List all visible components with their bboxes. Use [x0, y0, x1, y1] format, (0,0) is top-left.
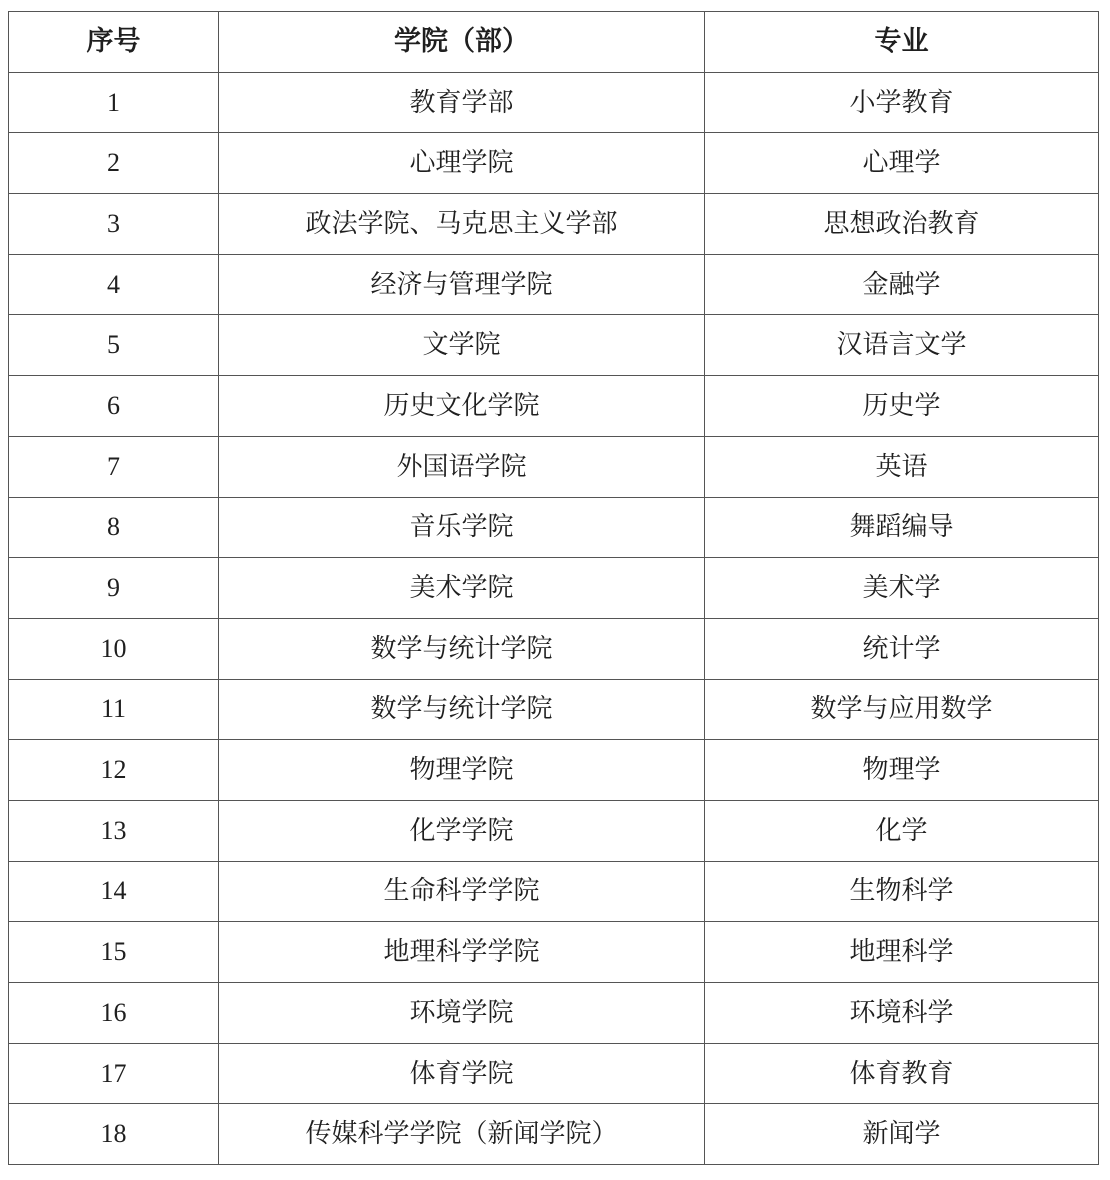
majors-table-container	[8, 11, 1098, 1165]
cell-college: 化学学院	[219, 800, 705, 861]
cell-major: 物理学	[705, 740, 1099, 801]
cell-major: 汉语言文学	[705, 315, 1099, 376]
cell-college: 政法学院、马克思主义学部	[219, 194, 705, 255]
cell-college: 传媒科学学院（新闻学院）	[219, 1104, 705, 1165]
cell-major: 英语	[705, 436, 1099, 497]
cell-index: 5	[9, 315, 219, 376]
table-row	[9, 376, 1099, 437]
table-row	[9, 1104, 1099, 1165]
cell-index: 16	[9, 983, 219, 1044]
cell-major: 金融学	[705, 254, 1099, 315]
cell-college: 数学与统计学院	[219, 679, 705, 740]
cell-index: 6	[9, 376, 219, 437]
table-row	[9, 679, 1099, 740]
cell-index: 1	[9, 72, 219, 133]
cell-major: 地理科学	[705, 922, 1099, 983]
cell-college: 教育学部	[219, 72, 705, 133]
table-row	[9, 72, 1099, 133]
cell-college: 音乐学院	[219, 497, 705, 558]
header-index: 序号	[9, 12, 219, 73]
table-row	[9, 618, 1099, 679]
cell-college: 地理科学学院	[219, 922, 705, 983]
cell-college: 数学与统计学院	[219, 618, 705, 679]
cell-index: 2	[9, 133, 219, 194]
cell-major: 心理学	[705, 133, 1099, 194]
table-row	[9, 922, 1099, 983]
cell-major: 化学	[705, 800, 1099, 861]
cell-index: 17	[9, 1043, 219, 1104]
cell-college: 体育学院	[219, 1043, 705, 1104]
table-row	[9, 497, 1099, 558]
table-row	[9, 254, 1099, 315]
cell-college: 美术学院	[219, 558, 705, 619]
table-row	[9, 133, 1099, 194]
cell-index: 7	[9, 436, 219, 497]
cell-index: 15	[9, 922, 219, 983]
cell-major: 历史学	[705, 376, 1099, 437]
cell-major: 思想政治教育	[705, 194, 1099, 255]
table-row	[9, 983, 1099, 1044]
cell-college: 物理学院	[219, 740, 705, 801]
cell-major: 美术学	[705, 558, 1099, 619]
cell-index: 13	[9, 800, 219, 861]
cell-college: 文学院	[219, 315, 705, 376]
cell-college: 环境学院	[219, 983, 705, 1044]
cell-index: 18	[9, 1104, 219, 1165]
cell-college: 生命科学学院	[219, 861, 705, 922]
table-row	[9, 315, 1099, 376]
cell-college: 经济与管理学院	[219, 254, 705, 315]
cell-college: 心理学院	[219, 133, 705, 194]
cell-major: 新闻学	[705, 1104, 1099, 1165]
table-row	[9, 194, 1099, 255]
table-row	[9, 861, 1099, 922]
header-major: 专业	[705, 12, 1099, 73]
cell-major: 环境科学	[705, 983, 1099, 1044]
cell-index: 14	[9, 861, 219, 922]
cell-index: 12	[9, 740, 219, 801]
table-row	[9, 436, 1099, 497]
cell-index: 10	[9, 618, 219, 679]
table-body	[9, 72, 1099, 1164]
cell-major: 统计学	[705, 618, 1099, 679]
cell-major: 体育教育	[705, 1043, 1099, 1104]
table-row	[9, 740, 1099, 801]
table-row	[9, 800, 1099, 861]
cell-index: 11	[9, 679, 219, 740]
cell-major: 数学与应用数学	[705, 679, 1099, 740]
cell-major: 小学教育	[705, 72, 1099, 133]
cell-college: 历史文化学院	[219, 376, 705, 437]
cell-college: 外国语学院	[219, 436, 705, 497]
cell-major: 生物科学	[705, 861, 1099, 922]
table-row	[9, 558, 1099, 619]
cell-major: 舞蹈编导	[705, 497, 1099, 558]
table-row	[9, 1043, 1099, 1104]
cell-index: 4	[9, 254, 219, 315]
table-header-row	[9, 12, 1099, 73]
cell-index: 3	[9, 194, 219, 255]
cell-index: 9	[9, 558, 219, 619]
header-college: 学院（部）	[219, 12, 705, 73]
cell-index: 8	[9, 497, 219, 558]
majors-table	[8, 11, 1099, 1165]
